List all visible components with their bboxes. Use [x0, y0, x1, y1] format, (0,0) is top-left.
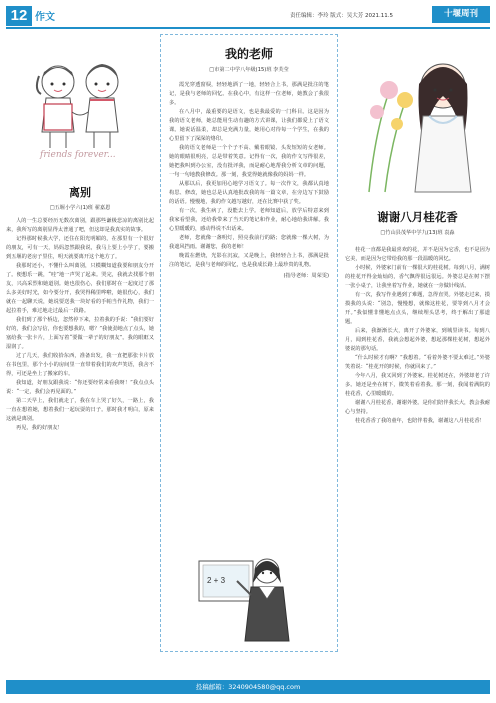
article-byline: □市第二中学八年级(15)班 李芙莹	[209, 67, 289, 73]
paragraph: 过了几天，我们收拾东西，准备出发，我一直把那张卡片放在书包里，那个小小的房间里一直带着我们的欢声笑语，我舍不得，可还是坐上了搬家的车。	[6, 353, 154, 377]
article-title: 离别	[69, 186, 91, 199]
svg-text:2 + 3: 2 + 3	[207, 576, 226, 585]
article-body	[345, 246, 490, 426]
paragraph: 今年八月，我又回到了外婆家。桂花树还在，外婆却老了许多。她还是坐在树下，微笑着看着我。那一刻，我闻着满院的桂花香，心里暖暖的。	[345, 373, 490, 397]
teacher-illustration	[195, 537, 305, 647]
paragraph: “什么时候才有啊？”我想着。“看着外婆不要太难过。”外婆笑着说：“桂花开的时候，你就回来了。”	[345, 355, 490, 370]
submission-email-footer: 投稿邮箱：3240904580@qq.com	[6, 680, 490, 694]
paragraph: 再见，我的好朋友！	[16, 425, 63, 431]
paragraph: 我知道，好朋友跟我说：“你还要经常来看我呀！”我点点头说：“一定，我们会再见面的。”	[6, 380, 154, 395]
article-byline: □五堰小学六(1)班 翟嘉恩	[49, 205, 111, 211]
page-number: 12	[6, 6, 32, 26]
instructor-credit: (指导老师：周荣雯)	[283, 273, 329, 279]
article-my-teacher	[160, 34, 338, 652]
paragraph: 桂花香香了我的童年，也陪伴着我，谢谢这八月桂花香！	[355, 418, 485, 424]
paragraph: 老师，您就像一盏明灯，照亮我前行的路；您就像一棵大树，为我遮风挡雨。谢谢您，我的老师！	[169, 235, 329, 250]
article-farewell	[6, 32, 154, 433]
page-header	[0, 0, 496, 28]
article-byline: □竹山县茂华中学九(13)班 袁淼	[380, 230, 455, 236]
article-osmanthus	[345, 32, 490, 426]
girl-with-flowers-drawing	[345, 32, 490, 207]
paragraph: 我的语文老师是一个个子不高、戴着眼镜、头发短短的女老师。她的眼睛很明亮，总是带着笑意。记得有一次，我的作文写得很差，她把我叫到办公室，没有批评我，而是耐心地帮我分析文章的问题，一句一句地教我修改。那一刻，我觉得她就像我的妈妈一样。	[169, 145, 329, 178]
newspaper-brand: 十堰周刊	[432, 6, 490, 23]
article-body	[6, 217, 154, 433]
article-title: 谢谢八月桂花香	[377, 210, 458, 224]
paragraph: 记得那时候我大学，还住在阳光明媚的，在那里有一个很好的朋友，可有一天，妈妈忽然跟我说，我马上要上小学了，要搬到五堰的老房子里住，明天就要离开这个地方了。	[6, 236, 154, 260]
article-title: 我的老师	[224, 47, 273, 61]
friends-illustration	[6, 32, 154, 182]
paragraph: 有一次，我写作业遇到了难题，急得直哭。外婆走过来，摸摸我的头说：“别急，慢慢想，就像这桂花，要等到八月才会开。”我似懂非懂地点点头，继续埋头思考，终于解出了那道题。	[345, 292, 490, 325]
paragraph: 谢谢八月桂花香，谢谢外婆。是你们陪伴我长大，教会我耐心与坚持。	[345, 400, 490, 415]
paragraph: 后来，我渐渐长大，离开了外婆家，到城里读书。每到八月，闻到桂花香，我就会想起外婆，想起那棵桂花树，想起外婆说的那句话。	[345, 328, 490, 352]
editor-meta: 责任编辑：李玲 版式：吴大芳 2021.11.5	[290, 13, 393, 19]
osmanthus-illustration	[345, 32, 490, 207]
paragraph: 晚霞在燃烧，光影在沉寂，又是晚上，我轻轻合上书，那满是批注的笔记，是我与老师的回忆，也是我成长路上最珍贵的礼物。	[169, 253, 329, 268]
paragraph: 霞光穿透窗棂，轻轻地洒了一地，轻轻合上书，那满是批注的笔记，是我与老师的回忆。在我心中，有这样一位老师，她教会了我很多。	[169, 82, 329, 106]
paragraph: 从那以后，我更加用心地学习语文了。每一次作文，我都认真地构思、修改，她也总是认真地批改我的每一篇文章，在旁边写下鼓励的话语。慢慢地，我的作文越写越好，还在比赛中获了奖。	[169, 181, 329, 205]
section-title: 作文	[35, 12, 55, 23]
paragraph: 有一次，我生病了，没能去上学。老师知道后，放学后特意来到我家看望我，还给我带来了当天的笔记和作业，耐心地给我讲解。我心里暖暖的，感动得说不出话来。	[169, 208, 329, 232]
paragraph: 我们到了那个桥边，忽然停下来，拉着我的手说：“我们要好好的，我们会写信，你也要想我的，嗯？”我使劲地点了点头，她塞给我一张卡片，上面写着“要做一辈子的好朋友”。我的眼眶又湿润了。	[6, 317, 154, 350]
illustration-caption: friends forever...	[40, 150, 116, 160]
paragraph: 我那时还小，不懂什么叫离别，只模糊知道我要和朋友分开了。便想乐一跳，“哇”地一声哭了起来。哭完，我就去找那个朋友，兴高采烈和她道别。她也很伤心，我们那时在一起度过了那么多美好时光，如今要分开，我哭得稀里哗啦，她很伤心，我们就在一起聊天说，她说要送我一块好看的手帕当作礼物，我们一起拉着手，难过地走过最后一段路。	[6, 263, 154, 314]
paragraph: 人的一生总要经历无数次离别，跟那些谦极悲凉的离别比起来，我所写的离别显得太普通了吧，但这却是我真实的故事。	[6, 218, 154, 233]
paragraph: 桂花一直都是我最喜欢的花，并不是因为它香，也不是因为它美，而是因为它带给我的那一段温暖的回忆。	[345, 247, 490, 262]
article-body	[169, 81, 329, 270]
paragraph: 在八月中，最重要的是语文，也是我最爱的一门科目。这是因为我的语文老师，她总能用生动有趣的方式讲课，让我们都爱上了语文课。她说话温柔，却总是充满力量，她用心对待每一个学生，在我的心里留下了深深的烙印。	[169, 109, 329, 142]
header-divider	[6, 27, 490, 29]
paragraph: 第二天早上，我们就走了，我在车上哭了好久，一路上，我一直在想着她，想着我们一起玩耍的日子。那时我才明白，原来这就是离别。	[6, 398, 154, 422]
paragraph: 小时候，外婆家门前有一棵很大的桂花树。每到八月，满树的桂花开得金灿灿的，香气飘得很远很远。外婆总是在树下摆一张小桌子，让我坐着写作业，她就在一旁做针线活。	[345, 265, 490, 289]
